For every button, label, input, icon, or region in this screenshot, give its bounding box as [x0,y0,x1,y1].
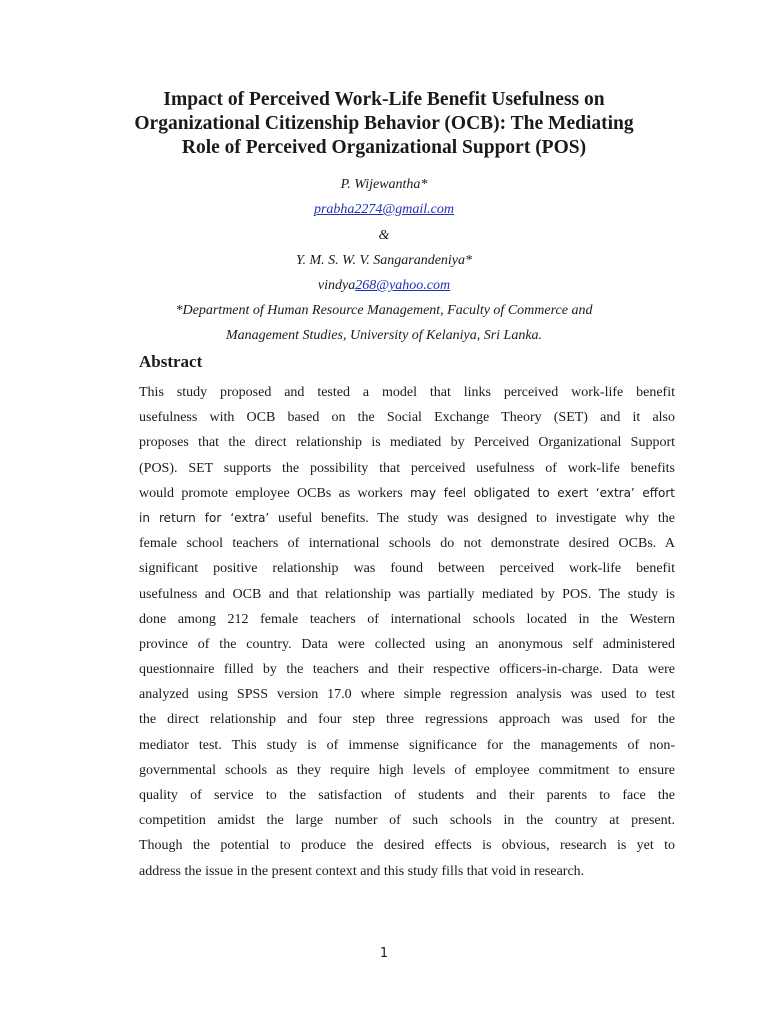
abstract-line: significant positive relationship was found between perceived work-life benefit [139,561,675,577]
title-line-1: Impact of Perceived Work-Life Benefit Usefulness on [163,89,605,110]
abstract-line: province of the country. Data were collected using an anonymous self administered [139,636,675,652]
abstract-line-sans-segment: may feel obligated to exert ‘extra’ effort [409,485,675,500]
author-1-name: P. Wijewantha* [340,177,428,192]
title-line-2: Organizational Citizenship Behavior (OCB): The Mediating [134,113,634,134]
author-1-email-link[interactable]: prabha2274@gmail.com [313,202,455,217]
abstract-line: mediator test. This study is of immense significance for the managements of non- [139,737,675,753]
abstract-line: the direct relationship and four step three regressions approach was used for the [139,712,675,728]
abstract-line: analyzed using SPSS version 17.0 where simple regression analysis was used to test [139,687,675,703]
page-number: 1 [379,946,389,961]
author-2-email-prefix: vindya [317,278,356,293]
abstract-line: (POS). SET supports the possibility that perceived usefulness of work-life benefits [139,460,675,476]
abstract-line: done among 212 female teachers of international schools located in the Western [139,611,675,627]
abstract-line-segment: useful benefits. The study was designed to investigate why the [278,510,675,526]
author-2-email-link[interactable]: 268@yahoo.com [355,278,451,293]
paper-title [110,88,658,160]
abstract-line: quality of service to the satisfaction of students and their parents to face the [139,788,675,803]
abstract-line: proposes that the direct relationship is mediated by Perceived Organizational Support [139,435,675,451]
abstract-line: usefulness with OCB based on the Social Exchange Theory (SET) and it also [139,410,675,426]
abstract-line: Though the potential to produce the desired effects is obvious, research is yet to [139,838,675,854]
affiliation-line-2: Management Studies, University of Kelaniya, Sri Lanka. [225,328,543,343]
author-separator: & [378,228,390,243]
author-2-email-line [100,277,668,295]
affiliation-line-1: *Department of Human Resource Management, Faculty of Commerce and [175,303,593,318]
abstract-line-segment: would promote employee OCBs as workers [139,485,403,501]
abstract-line: competition amidst the large number of such schools in the country at present. [139,813,675,829]
author-1-email-line [100,201,668,219]
abstract-heading: Abstract [139,352,203,371]
abstract-line: questionnaire filled by the teachers and their respective officers-in-charge. Data were [139,662,675,678]
title-line-3: Role of Perceived Organizational Support (POS) [181,137,587,158]
abstract-line: usefulness and OCB and that relationship was partially mediated by POS. The study is [139,586,675,602]
abstract-line-mixed-font [139,506,675,531]
abstract-line-sans-segment: in return for ‘extra’ [139,510,270,525]
abstract-body [139,380,675,884]
abstract-line: address the issue in the present context and this study fills that void in research. [139,863,585,879]
abstract-line: This study proposed and tested a model that links perceived work-life benefit [139,385,675,400]
author-2-name: Y. M. S. W. V. Sangarandeniya* [295,253,473,268]
abstract-line-mixed-font [139,481,675,506]
abstract-line: governmental schools as they require high levels of employee commitment to ensure [139,762,675,778]
abstract-line: female school teachers of international schools do not demonstrate desired OCBs. A [139,536,675,552]
